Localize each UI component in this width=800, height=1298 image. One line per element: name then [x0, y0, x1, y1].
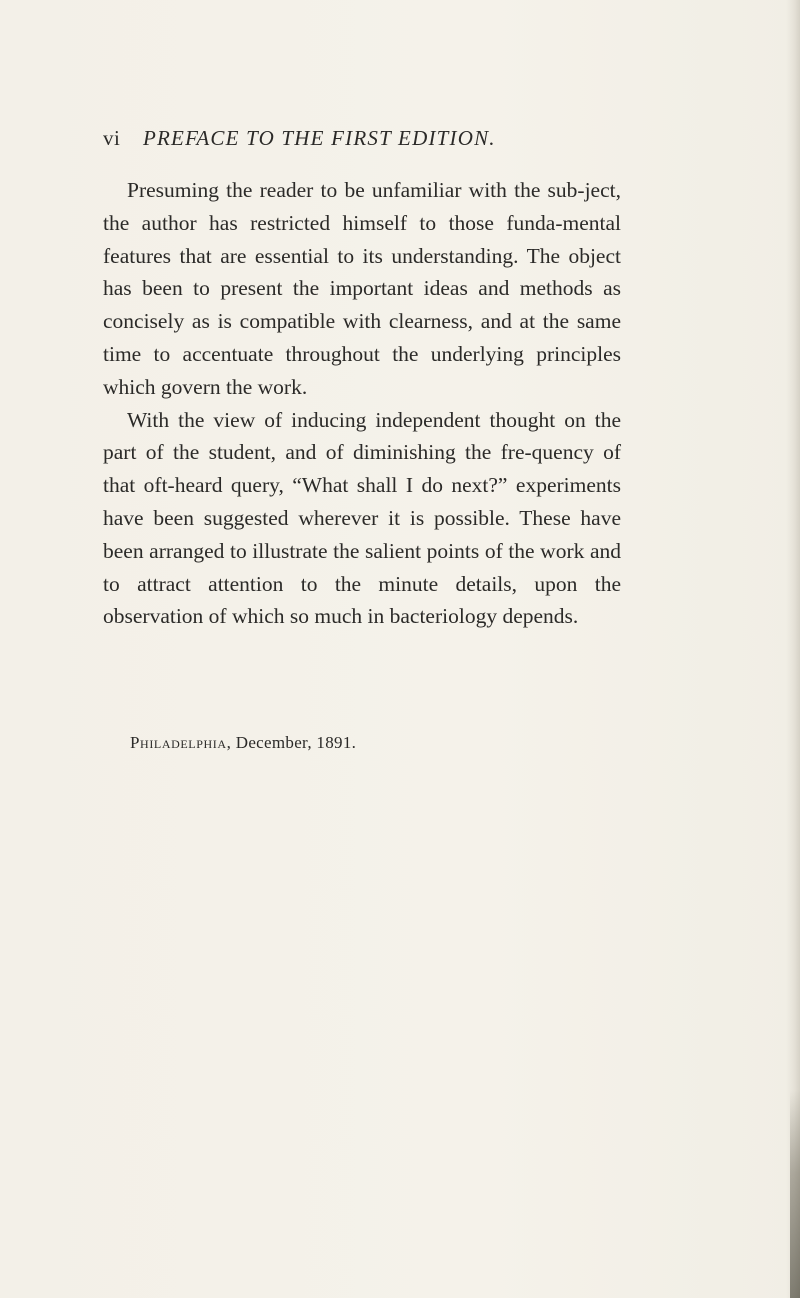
- page-number: vi: [103, 126, 121, 150]
- running-head: [103, 126, 623, 158]
- paragraph-1: Presuming the reader to be unfamiliar with the sub-ject, the author has restricted himself to those funda-mental features that are essential to its understanding. The object has been to present the important ideas and methods as concisely as is compatible with clearness, and at the same time to accentuate throughout the underlying principles which govern the work.: [103, 178, 621, 399]
- paragraph-2: With the view of inducing independent thought on the part of the student, and of diminishing the fre-quency of that oft-heard query, “What shall I do next?” experiments have been suggested wherever it is possible. These have been arranged to illustrate the salient points of the work and to attract attention to the minute details, upon the observation of which so much in bacteriology depends.: [103, 407, 621, 629]
- preface-body: [103, 174, 621, 633]
- signature-place: Philadelphia: [130, 733, 227, 752]
- signature-line: [130, 733, 356, 753]
- page-edge-dark-strip: [790, 1090, 800, 1298]
- signature-date: , December, 1891.: [226, 733, 357, 752]
- running-head-title: PREFACE TO THE FIRST EDITION.: [143, 126, 496, 150]
